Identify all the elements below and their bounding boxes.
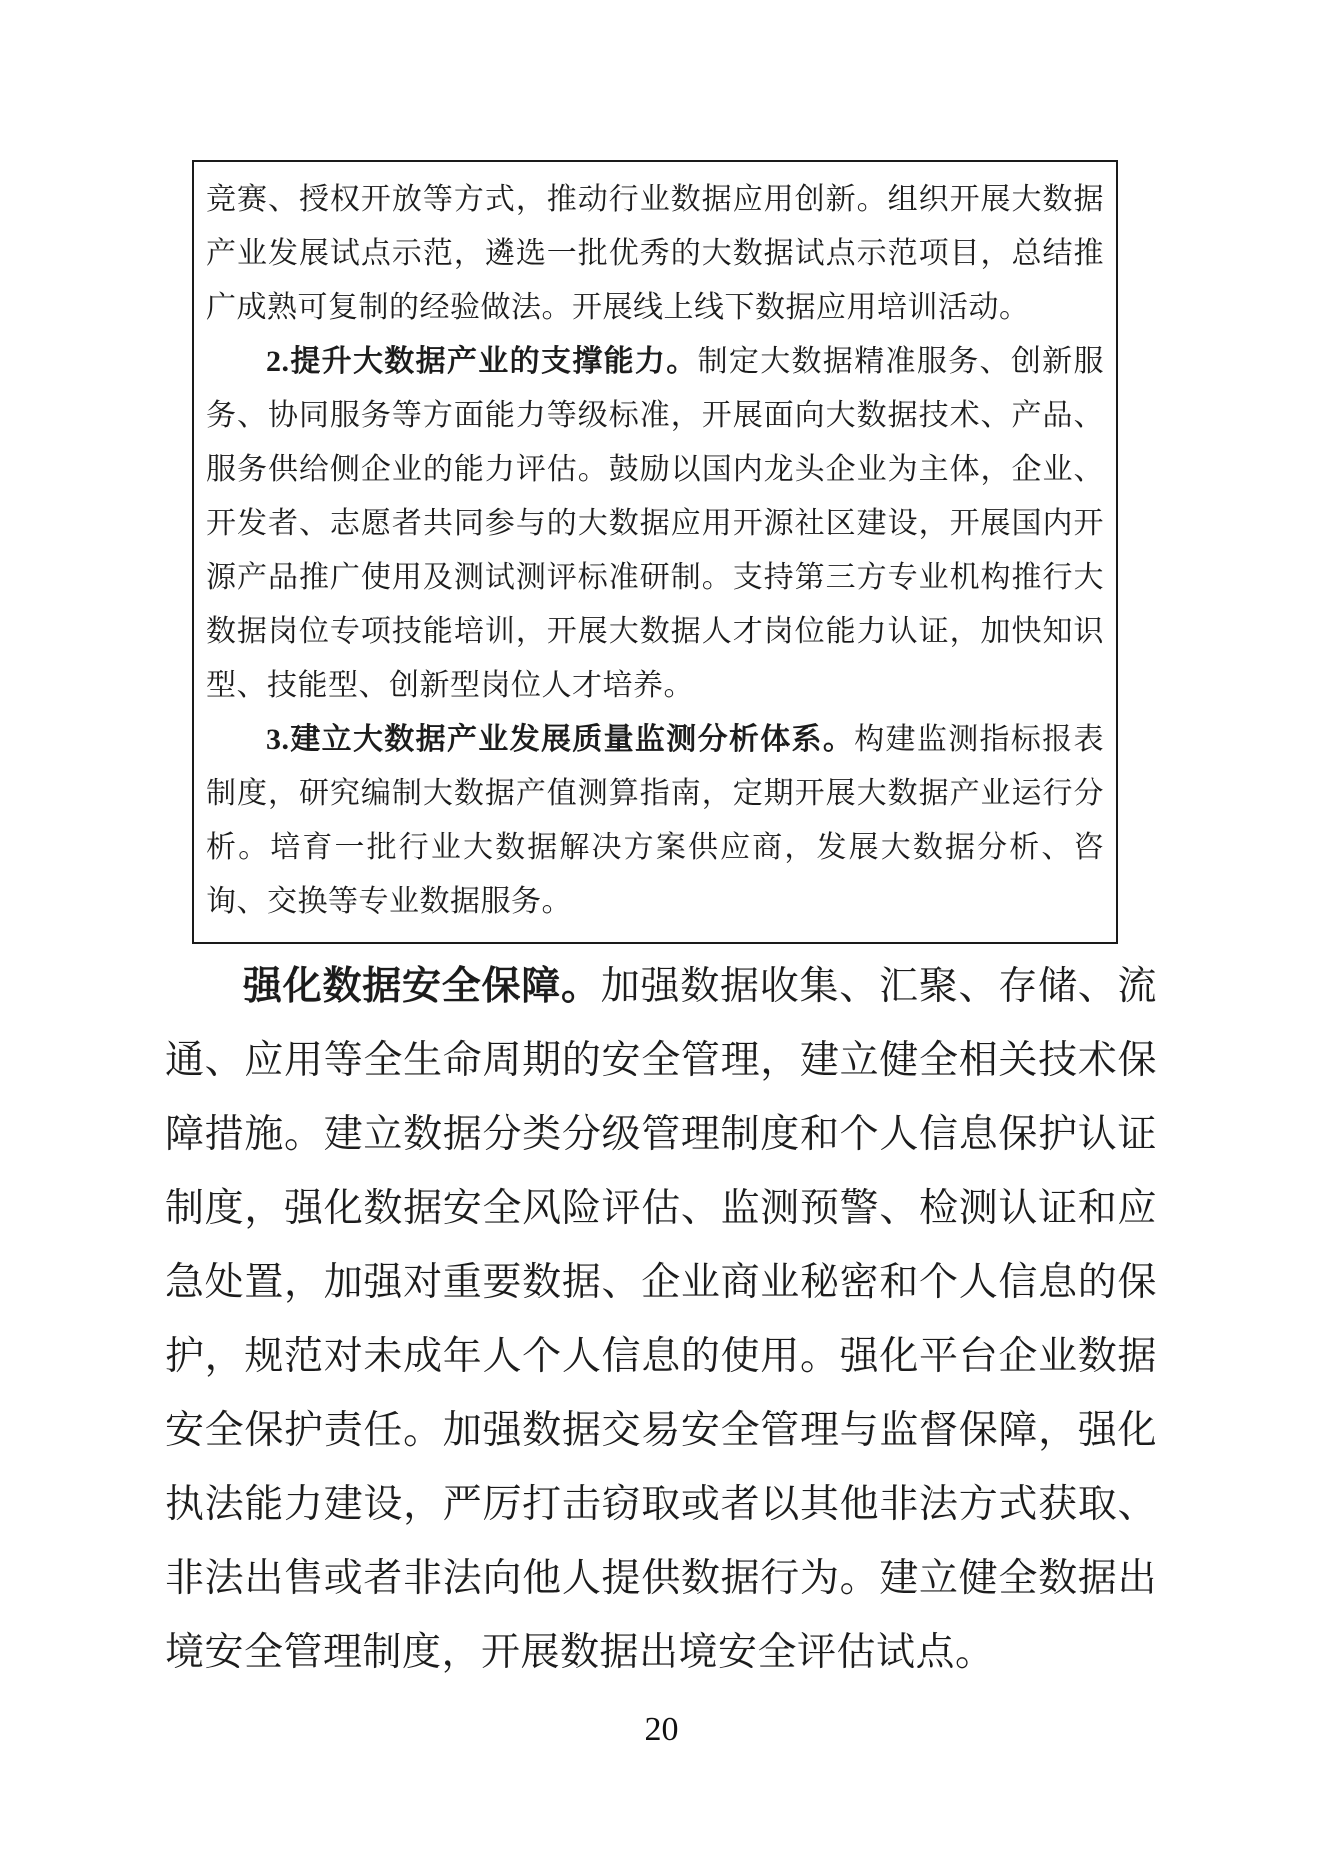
page-number-value: 20	[644, 1711, 679, 1748]
main-paragraph	[165, 950, 1157, 1690]
paragraph	[206, 713, 1104, 929]
paragraph-body: 制定大数据精准服务、创新服务、协同服务等方面能力等级标准，开展面向大数据技术、产品、服务供给侧企业的能力评估。鼓励以国内龙头企业为主体，企业、开发者、志愿者共同参与的大数据应用开源社区建设，开展国内开源产品推广使用及测试测评标准研制。支持第三方专业机构推行大数据岗位专项技能培训，开展大数据人才岗位能力认证，加快知识型、技能型、创新型岗位人才培养。	[206, 345, 1105, 702]
page-number	[0, 1708, 1323, 1752]
paragraph	[206, 173, 1104, 335]
paragraph-lead: 强化数据安全保障。	[243, 965, 601, 1008]
boxed-text-block	[192, 160, 1118, 944]
paragraph-body: 加强数据收集、汇聚、存储、流通、应用等全生命周期的安全管理，建立健全相关技术保障措施。建立数据分类分级管理制度和个人信息保护认证制度，强化数据安全风险评估、监测预警、检测认证和应急处置，加强对重要数据、企业商业秘密和个人信息的保护，规范对未成年人个人信息的使用。强化平台企业数据安全保护责任。加强数据交易安全管理与监督保障，强化执法能力建设，严厉打击窃取或者以其他非法方式获取、非法出售或者非法向他人提供数据行为。建立健全数据出境安全管理制度，开展数据出境安全评估试点。	[165, 965, 1157, 1674]
paragraph-body: 竞赛、授权开放等方式，推动行业数据应用创新。组织开展大数据产业发展试点示范，遴选一批优秀的大数据试点示范项目，总结推广成熟可复制的经验做法。开展线上线下数据应用培训活动。	[206, 183, 1104, 324]
paragraph-lead: 3.建立大数据产业发展质量监测分析体系。	[266, 723, 855, 756]
paragraph-lead: 2.提升大数据产业的支撑能力。	[266, 345, 698, 378]
paragraph-body: 构建监测指标报表制度，研究编制大数据产值测算指南，定期开展大数据产业运行分析。培育一批行业大数据解决方案供应商，发展大数据分析、咨询、交换等专业数据服务。	[206, 723, 1105, 918]
paragraph	[206, 335, 1104, 713]
